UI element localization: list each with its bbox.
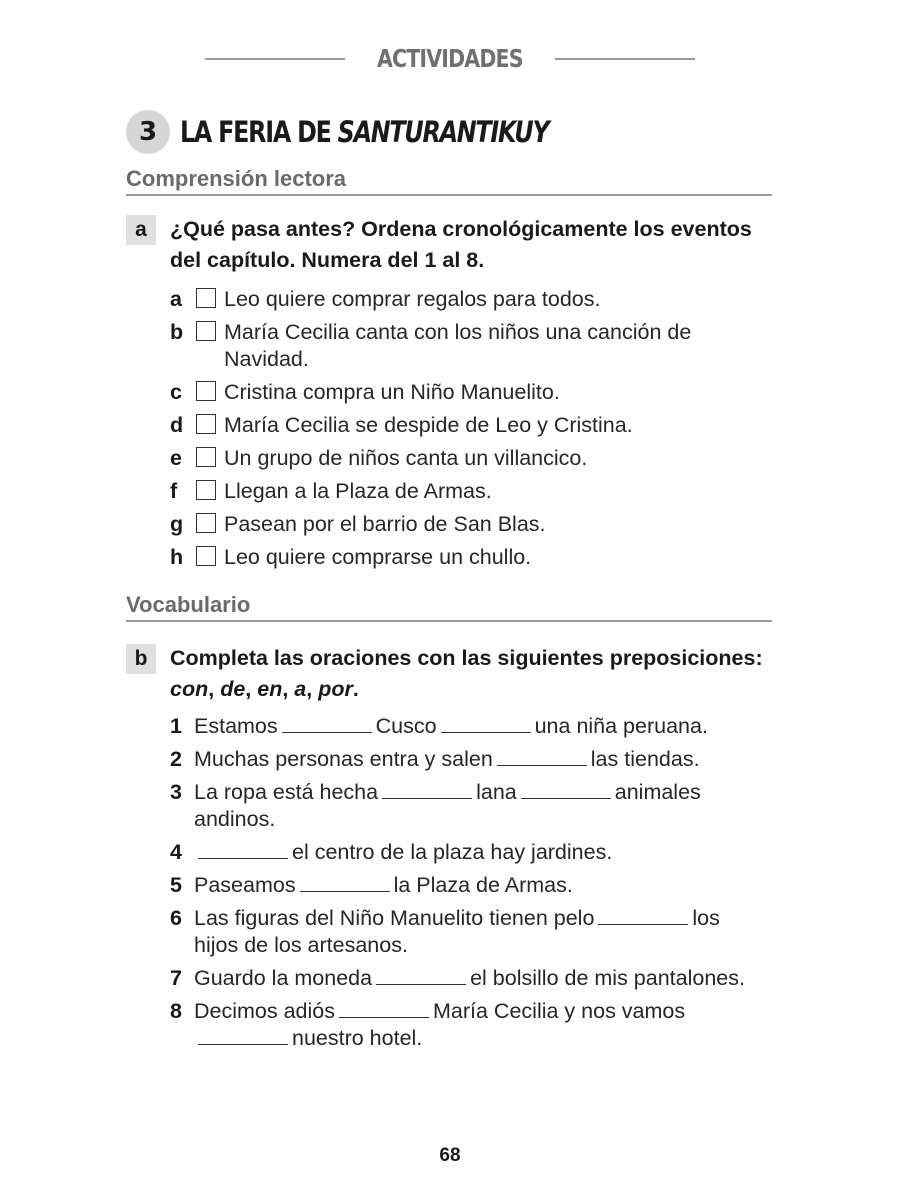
answer-blank[interactable] (497, 747, 587, 766)
chapter-title-emphasis: SANTURANTIKUY (337, 115, 549, 149)
task-a-prompt: ¿Qué pasa antes? Ordena cronológicamente los eventos del capítulo. Numera del 1 al 8. (170, 217, 752, 272)
item-text: Un grupo de niños canta un villancico. (224, 446, 588, 470)
item-number: 3 (170, 780, 182, 804)
item-text: Pasean por el barrio de San Blas. (224, 512, 546, 536)
sentence-fragment: lana (476, 780, 517, 804)
sentence-fragment: nuestro hotel. (292, 1026, 423, 1050)
page-number: 68 (439, 1145, 461, 1166)
item-number: 5 (170, 873, 182, 897)
item-label: h (170, 545, 184, 569)
item-label: d (170, 413, 184, 437)
sentence-fragment: Estamos (194, 714, 278, 738)
chapter-title (180, 115, 548, 149)
item-text: Leo quiere comprar regalos para todos. (224, 287, 601, 311)
list-item (170, 839, 770, 866)
item-number: 6 (170, 906, 182, 930)
task-b-list (170, 713, 770, 1058)
sentence (194, 839, 612, 866)
order-checkbox[interactable] (196, 447, 216, 467)
order-checkbox[interactable] (196, 480, 216, 500)
answer-blank[interactable] (198, 840, 288, 859)
task-a-list (170, 286, 770, 577)
item-label: c (170, 380, 182, 404)
section-heading-vocabulario: Vocabulario (126, 592, 772, 622)
sentence-fragment: el centro de la plaza hay jardines. (292, 840, 613, 864)
sentence-fragment: Las figuras del Niño Manuelito tienen pelo (194, 906, 595, 930)
header-rule-right (555, 58, 695, 60)
list-item (170, 998, 770, 1052)
sentence (194, 905, 770, 959)
preposition: por (318, 677, 353, 701)
sentence (194, 713, 708, 740)
preposition: de (220, 677, 246, 701)
list-item (170, 779, 770, 833)
item-number: 7 (170, 966, 182, 990)
list-item (170, 713, 770, 740)
order-checkbox[interactable] (196, 513, 216, 533)
item-label: e (170, 446, 182, 470)
answer-blank[interactable] (598, 906, 688, 925)
task-a-letter: a (126, 215, 156, 245)
preposition: en (257, 677, 283, 701)
list-item (170, 965, 770, 992)
sentence-fragment: las tiendas. (590, 747, 700, 771)
sentence-fragment: Guardo la moneda (194, 966, 373, 990)
page-header (0, 44, 900, 73)
sentence-fragment: la Plaza de Armas. (393, 873, 573, 897)
item-text: Llegan a la Plaza de Armas. (224, 479, 492, 503)
list-item (170, 286, 770, 313)
item-label: f (170, 479, 178, 503)
chapter-title-prefix: LA FERIA DE (180, 115, 338, 149)
sentence-fragment: Cusco (375, 714, 437, 738)
item-number: 4 (170, 840, 182, 864)
item-label: a (170, 287, 182, 311)
list-item (170, 905, 770, 959)
sentence-fragment: Muchas personas entra y salen (194, 747, 493, 771)
list-item (170, 412, 770, 439)
answer-blank[interactable] (339, 999, 429, 1018)
sentence (194, 965, 745, 992)
item-text: Leo quiere comprarse un chullo. (224, 545, 532, 569)
answer-blank[interactable] (282, 714, 372, 733)
list-item (170, 319, 770, 373)
header-rule-left (205, 58, 345, 60)
item-label: b (170, 320, 184, 344)
sentence-fragment: María Cecilia y nos vamos (433, 999, 686, 1023)
answer-blank[interactable] (441, 714, 531, 733)
answer-blank[interactable] (521, 780, 611, 799)
answer-blank[interactable] (198, 1026, 288, 1045)
list-item (170, 478, 770, 505)
sentence (194, 746, 700, 773)
item-text: Cristina compra un Niño Manuelito. (224, 380, 560, 404)
order-checkbox[interactable] (196, 381, 216, 401)
list-item (170, 379, 770, 406)
preposition: a (294, 677, 307, 701)
order-checkbox[interactable] (196, 288, 216, 308)
sentence-fragment: La ropa está hecha (194, 780, 379, 804)
list-item (170, 544, 770, 571)
order-checkbox[interactable] (196, 321, 216, 341)
sentence-fragment: Decimos adiós (194, 999, 335, 1023)
list-item (170, 872, 770, 899)
sentence (194, 998, 770, 1052)
task-b (126, 643, 772, 705)
item-label: g (170, 512, 184, 536)
section-heading-comprension: Comprensión lectora (126, 166, 772, 196)
chapter-number-badge: 3 (126, 110, 170, 154)
sentence-fragment: Paseamos (194, 873, 296, 897)
sentence (194, 779, 770, 833)
answer-blank[interactable] (376, 966, 466, 985)
answer-blank[interactable] (382, 780, 472, 799)
task-b-prompt: Completa las oraciones con las siguientes preposiciones: con, de, en, a, por. (170, 646, 763, 701)
chapter-heading (126, 110, 629, 154)
item-number: 8 (170, 999, 182, 1023)
item-number: 1 (170, 714, 182, 738)
order-checkbox[interactable] (196, 546, 216, 566)
preposition: con (170, 677, 209, 701)
sentence-fragment: los hijos de los artesanos. (194, 906, 720, 957)
item-text: María Cecilia canta con los niños una canción de Navidad. (224, 320, 692, 371)
task-b-letter: b (126, 644, 156, 674)
item-text: María Cecilia se despide de Leo y Cristina. (224, 413, 633, 437)
sentence-fragment: el bolsillo de mis pantalones. (470, 966, 745, 990)
list-item (170, 746, 770, 773)
list-item (170, 511, 770, 538)
item-number: 2 (170, 747, 182, 771)
task-a (126, 214, 772, 276)
task-b-prompt-text: Completa las oraciones con las siguientes preposiciones: (170, 646, 763, 670)
answer-blank[interactable] (300, 873, 390, 892)
sentence-fragment: una niña peruana. (534, 714, 708, 738)
header-title: ACTIVIDADES (377, 44, 523, 73)
sentence (194, 872, 573, 899)
order-checkbox[interactable] (196, 414, 216, 434)
list-item (170, 445, 770, 472)
sentence-fragment: animales andinos. (194, 780, 701, 831)
